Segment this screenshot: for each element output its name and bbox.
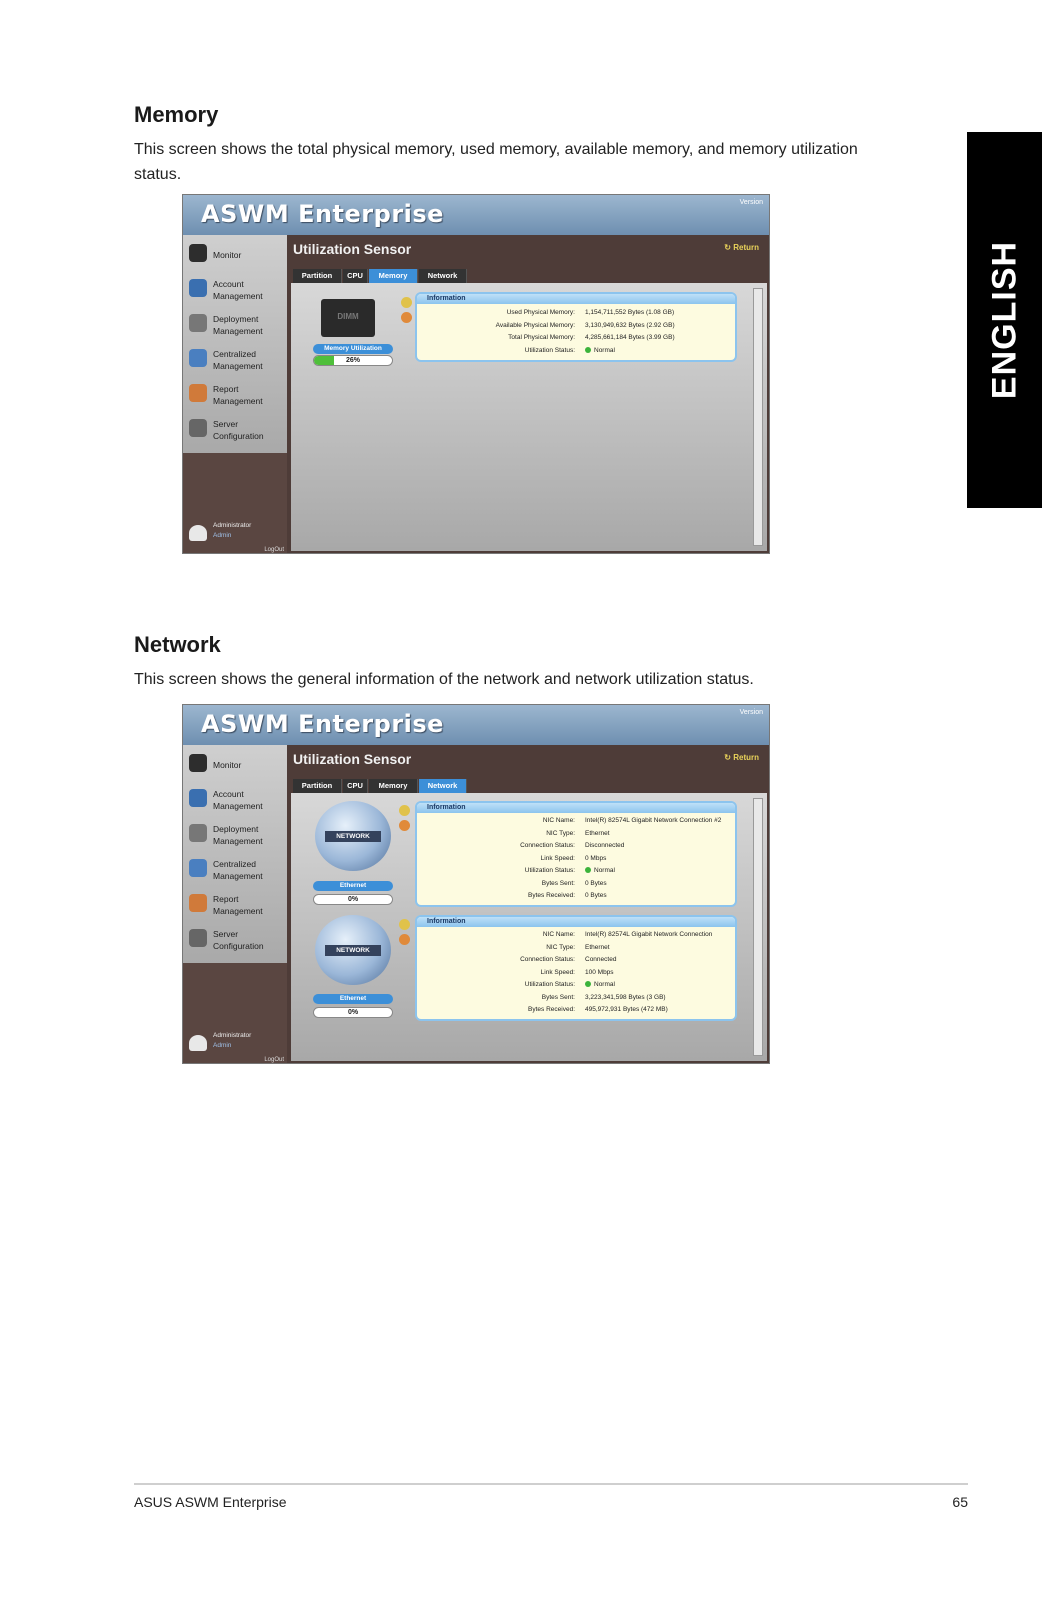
app-main: [287, 235, 770, 554]
centralized-icon: [189, 349, 207, 367]
info-value: Intel(R) 82574L Gigabit Network Connection #2: [585, 817, 722, 824]
info-heading: Information: [417, 294, 735, 304]
ethernet-utilization-value: 0%: [347, 896, 359, 903]
info-label: Bytes Received:: [528, 892, 575, 899]
app-header: [183, 705, 769, 745]
status-dot-icon: [585, 981, 591, 987]
sidebar-item-account-management[interactable]: [183, 782, 287, 817]
info-value: 0 Bytes: [585, 879, 607, 887]
info-value: 3,130,949,632 Bytes (2.92 GB): [585, 321, 675, 329]
language-tab-label: ENGLISH: [985, 240, 1023, 400]
info-row: [417, 840, 735, 853]
tab-memory[interactable]: Memory: [369, 269, 418, 283]
tab-network[interactable]: Network: [419, 269, 467, 283]
version-link[interactable]: Version: [739, 709, 763, 716]
sidebar-menu: [183, 745, 287, 963]
app-sidebar: [183, 745, 287, 1064]
sidebar-item-label: Report Management: [213, 384, 263, 406]
return-button[interactable]: ↻ Return: [724, 753, 759, 762]
status-text: Normal: [594, 346, 615, 354]
info-row: [417, 815, 735, 828]
info-label: NIC Type:: [546, 943, 575, 951]
sidebar-item-label: Server Configuration: [213, 929, 264, 951]
info-label: Bytes Sent:: [541, 993, 575, 1001]
tab-network[interactable]: Network: [419, 779, 467, 793]
memory-controls: [401, 297, 413, 327]
admin-role: Administrator: [213, 522, 252, 529]
chip-label: DIMM: [337, 312, 359, 321]
sidebar-item-deployment-management[interactable]: [183, 307, 287, 342]
memory-chip-icon: [321, 299, 375, 337]
info-value: Connected: [585, 956, 617, 963]
sidebar-item-label: Account Management: [213, 789, 263, 811]
info-row-total: [417, 332, 735, 345]
sidebar-item-label: Account Management: [213, 279, 263, 301]
info-row: [417, 890, 735, 903]
info-row-used: [417, 307, 735, 320]
info-label: Connection Status:: [520, 842, 575, 849]
footer-divider: [134, 1483, 968, 1485]
ethernet-label: Ethernet: [313, 994, 393, 1004]
globe-label: NETWORK: [325, 945, 381, 956]
sidebar-item-label: Deployment Management: [213, 824, 263, 846]
info-value: 495,972,931 Bytes (472 MB): [585, 1006, 668, 1013]
tab-cpu[interactable]: CPU: [343, 269, 368, 283]
info-row: [417, 967, 735, 980]
tab-cpu[interactable]: CPU: [343, 779, 368, 793]
info-label: Link Speed:: [540, 854, 575, 862]
info-label: NIC Type:: [546, 829, 575, 837]
scrollbar[interactable]: [753, 288, 763, 546]
sidebar-item-label: Monitor: [213, 760, 242, 770]
info-row-available: [417, 320, 735, 333]
app-sidebar: [183, 235, 287, 554]
admin-area: [183, 1027, 287, 1064]
deployment-icon: [189, 314, 207, 332]
info-value: 1,154,711,552 Bytes (1.08 GB): [585, 309, 675, 316]
status-value: [585, 979, 615, 992]
network-globe-icon: [315, 801, 391, 871]
status-value: [585, 345, 615, 358]
sidebar-item-deployment-management[interactable]: [183, 817, 287, 852]
info-row: [417, 865, 735, 878]
version-link[interactable]: Version: [739, 199, 763, 206]
info-row: [417, 942, 735, 955]
admin-role: Administrator: [213, 1032, 252, 1039]
content-panel: [291, 283, 767, 551]
tab-partition[interactable]: Partition: [293, 269, 342, 283]
tab-partition[interactable]: Partition: [293, 779, 342, 793]
info-heading: Information: [417, 917, 735, 927]
page-number: 65: [952, 1494, 968, 1510]
admin-name: Admin: [213, 532, 232, 539]
monitor-icon: [189, 244, 207, 262]
info-label: Available Physical Memory:: [495, 321, 575, 329]
memory-section-description: This screen shows the total physical memory, used memory, available memory, and memory utilization status.: [134, 141, 858, 183]
network-globe-icon: [315, 915, 391, 985]
info-row-status: [417, 345, 735, 358]
info-label: Connection Status:: [520, 956, 575, 963]
info-label: NIC Name:: [542, 817, 575, 824]
logout-link[interactable]: LogOut: [264, 1057, 284, 1063]
sidebar-item-report-management[interactable]: [183, 377, 287, 412]
network-info-box: [415, 801, 737, 907]
sidebar-menu: [183, 235, 287, 453]
admin-icon: [189, 1035, 207, 1051]
settings-icon[interactable]: [401, 312, 412, 323]
memory-info-box: [415, 292, 737, 362]
info-label: Bytes Sent:: [541, 879, 575, 887]
info-value: Disconnected: [585, 842, 625, 849]
admin-icon: [189, 525, 207, 541]
info-row: [417, 954, 735, 967]
info-value: 0 Mbps: [585, 854, 607, 862]
user-icon: [189, 789, 207, 807]
memory-utilization-value: 26%: [345, 357, 360, 364]
sidebar-item-label: Monitor: [213, 250, 242, 260]
sidebar-item-report-management[interactable]: [183, 887, 287, 922]
info-value: 4,285,661,184 Bytes (3.99 GB): [585, 334, 675, 341]
app-main: [287, 745, 770, 1064]
monitor-icon: [189, 754, 207, 772]
logout-link[interactable]: LogOut: [264, 547, 284, 553]
info-row: [417, 992, 735, 1005]
status-dot-icon: [585, 867, 591, 873]
settings-icon[interactable]: [399, 934, 410, 945]
settings-icon[interactable]: [399, 820, 410, 831]
ethernet-label: Ethernet: [313, 881, 393, 891]
ethernet-utilization-value: 0%: [347, 1009, 359, 1016]
info-row: [417, 1004, 735, 1017]
admin-name: Admin: [213, 1042, 232, 1049]
server-icon: [189, 929, 207, 947]
adapter-controls: [399, 805, 411, 835]
status-value: [585, 865, 615, 878]
return-label: Return: [733, 753, 759, 762]
sidebar-item-label: Centralized Management: [213, 349, 263, 371]
info-value: Intel(R) 82574L Gigabit Network Connection: [585, 931, 713, 938]
info-row: [417, 878, 735, 891]
status-text: Normal: [594, 981, 615, 988]
report-icon: [189, 894, 207, 912]
refresh-icon[interactable]: [399, 919, 410, 930]
status-text: Normal: [594, 867, 615, 874]
info-value: 3,223,341,598 Bytes (3 GB): [585, 993, 666, 1001]
memory-utilization-label: Memory Utilization: [313, 344, 393, 354]
sidebar-item-server-configuration[interactable]: [183, 412, 287, 447]
page-title: Utilization Sensor: [293, 241, 412, 257]
memory-utilization-fill: [314, 356, 334, 365]
adapter-controls: [399, 919, 411, 949]
return-button[interactable]: ↻ Return: [724, 243, 759, 252]
memory-section-title: Memory: [134, 102, 219, 127]
memory-app-screenshot: [182, 194, 770, 554]
footer-product-name: ASUS ASWM Enterprise: [134, 1494, 287, 1510]
network-info-box: [415, 915, 737, 1021]
info-label: Link Speed:: [540, 968, 575, 976]
sidebar-item-monitor[interactable]: [183, 747, 287, 782]
sidebar-item-centralized-management[interactable]: [183, 852, 287, 887]
user-icon: [189, 279, 207, 297]
app-header: [183, 195, 769, 235]
info-value: Ethernet: [585, 829, 610, 837]
scrollbar[interactable]: [753, 798, 763, 1056]
sidebar-item-account-management[interactable]: [183, 272, 287, 307]
language-tab: [967, 132, 1042, 508]
info-label: NIC Name:: [542, 931, 575, 938]
info-label: Utilization Status:: [524, 867, 575, 874]
info-label: Total Physical Memory:: [508, 334, 575, 341]
ethernet-utilization-bar: [313, 1007, 393, 1018]
app-logo: ASWM Enterprise: [201, 200, 444, 228]
memory-utilization-bar: [313, 355, 393, 366]
deployment-icon: [189, 824, 207, 842]
globe-label: NETWORK: [325, 831, 381, 842]
info-row: [417, 929, 735, 942]
info-label: Utilization Status:: [524, 981, 575, 988]
server-icon: [189, 419, 207, 437]
return-label: Return: [733, 243, 759, 252]
info-label: Bytes Received:: [528, 1006, 575, 1013]
info-row: [417, 979, 735, 992]
centralized-icon: [189, 859, 207, 877]
info-label: Utilization Status:: [524, 346, 575, 354]
info-value: Ethernet: [585, 943, 610, 951]
sidebar-item-label: Report Management: [213, 894, 263, 916]
tab-memory[interactable]: Memory: [369, 779, 418, 793]
refresh-icon[interactable]: [399, 805, 410, 816]
sidebar-item-label: Deployment Management: [213, 314, 263, 336]
sidebar-item-centralized-management[interactable]: [183, 342, 287, 377]
app-logo: ASWM Enterprise: [201, 710, 444, 738]
info-value: 0 Bytes: [585, 892, 607, 899]
network-section-title: Network: [134, 632, 221, 657]
page-title: Utilization Sensor: [293, 751, 412, 767]
admin-area: [183, 517, 287, 554]
sidebar-item-label: Centralized Management: [213, 859, 263, 881]
info-row: [417, 828, 735, 841]
info-heading: Information: [417, 803, 735, 813]
refresh-icon[interactable]: [401, 297, 412, 308]
status-dot-icon: [585, 347, 591, 353]
sidebar-item-label: Server Configuration: [213, 419, 264, 441]
sidebar-item-server-configuration[interactable]: [183, 922, 287, 957]
info-row: [417, 853, 735, 866]
ethernet-utilization-bar: [313, 894, 393, 905]
network-section-description: This screen shows the general information of the network and network utilization status.: [134, 671, 754, 688]
info-value: 100 Mbps: [585, 968, 614, 976]
sidebar-item-monitor[interactable]: [183, 237, 287, 272]
network-app-screenshot: [182, 704, 770, 1064]
report-icon: [189, 384, 207, 402]
content-panel: [291, 793, 767, 1061]
info-label: Used Physical Memory:: [506, 309, 575, 316]
